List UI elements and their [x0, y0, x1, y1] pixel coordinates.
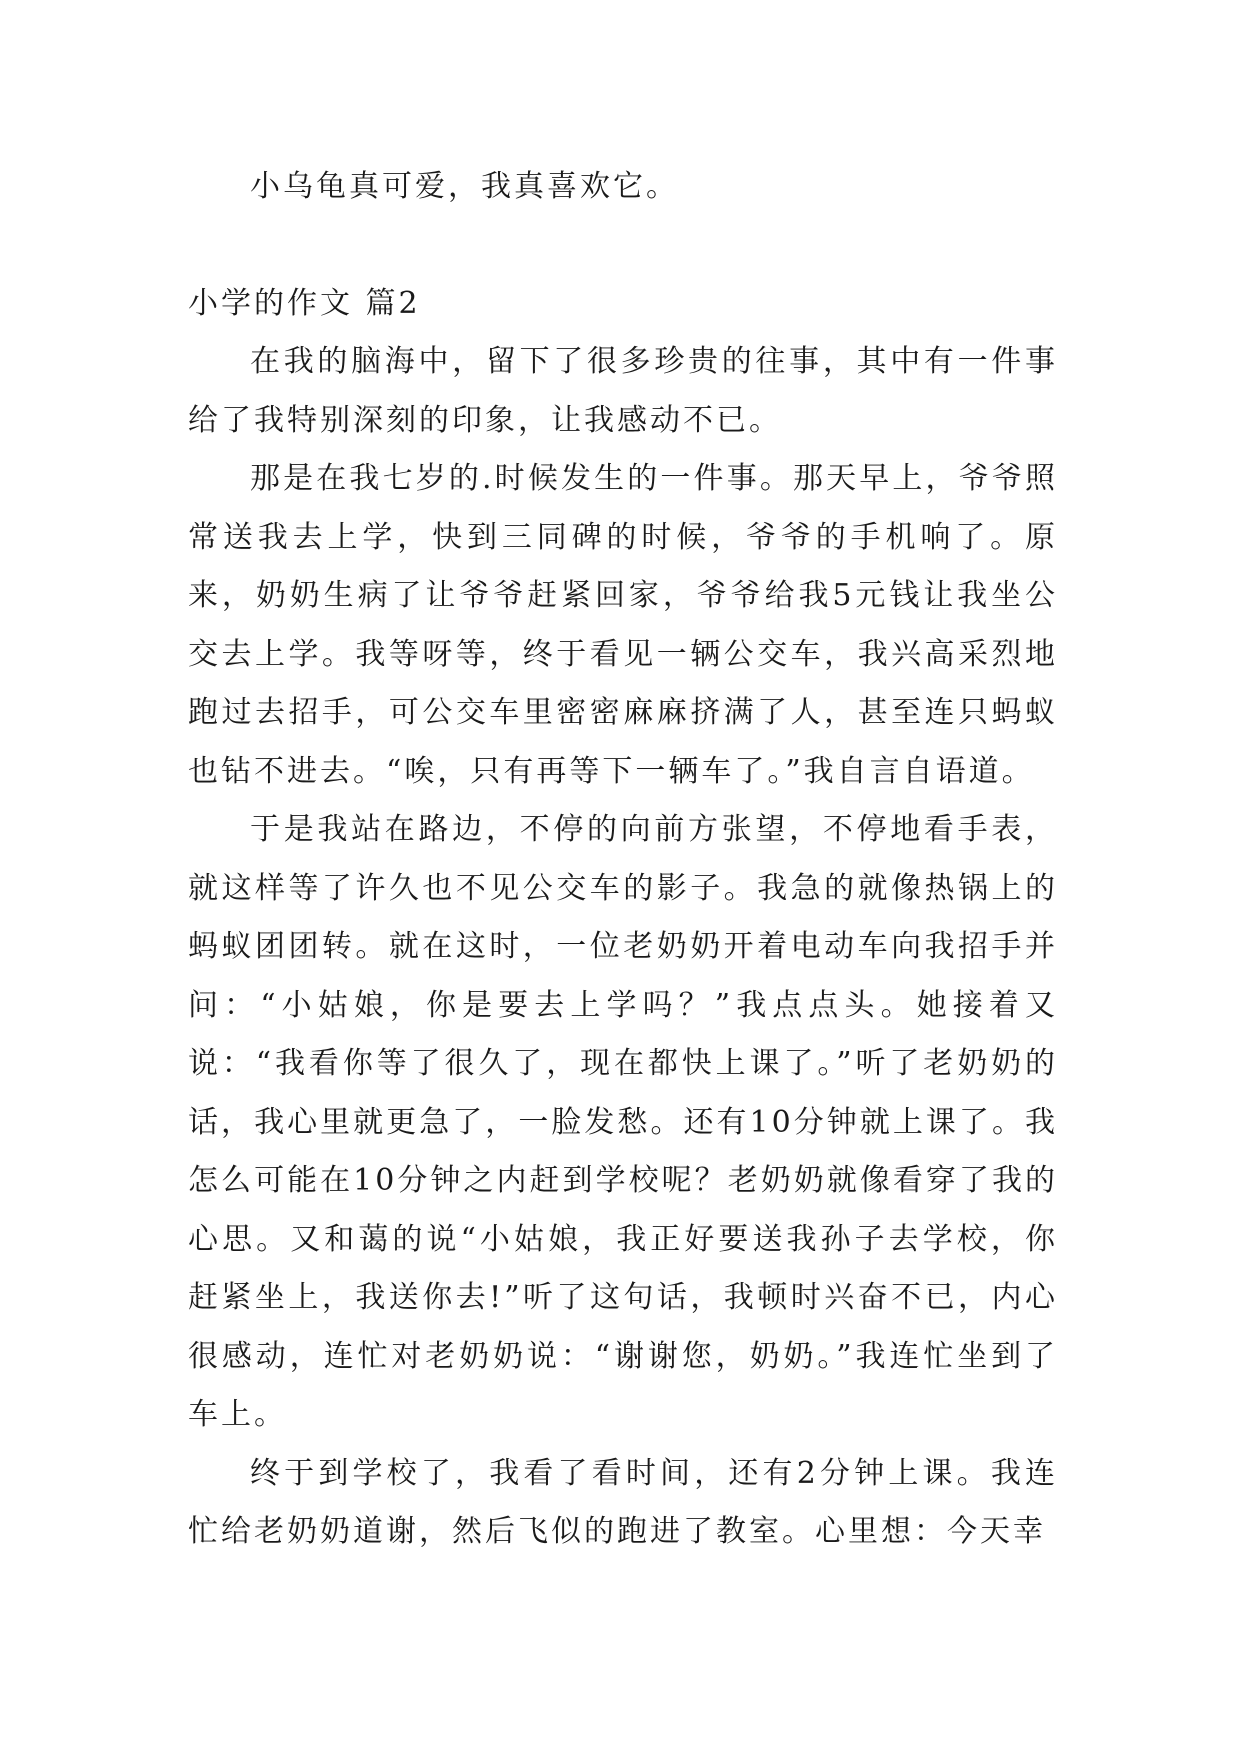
closing-paragraph: 小乌龟真可爱，我真喜欢它。 [250, 169, 679, 204]
paragraph-1: 在我的脑海中，留下了很多珍贵的往事，其中有一件事给了我特别深刻的印象，让我感动不已。 [188, 344, 1058, 438]
paragraph-3: 于是我站在路边，不停的向前方张望，不停地看手表，就这样等了许久也不见公交车的影子。我急的就像热锅上的蚂蚁团团转。就在这时，一位老奶奶开着电动车向我招手并问：“小姑娘，你是要去上学吗？”我点点头。她接着又说：“我看你等了很久了，现在都快上课了。”听了老奶奶的话，我心里就更急了，一脸发愁。还有10分钟就上课了。我怎么可能在10分钟之内赶到学校呢？老奶奶就像看穿了我的心思。又和蔼的说“小姑娘，我正好要送我孙子去学校，你赶紧坐上，我送你去!”听了这句话，我顿时兴奋不已，内心很感动，连忙对老奶奶说：“谢谢您，奶奶。”我连忙坐到了车上。 [188, 812, 1058, 1432]
paragraph-2: 那是在我七岁的.时候发生的一件事。那天早上，爷爷照常送我去上学，快到三同碑的时候，爷爷的手机响了。原来，奶奶生病了让爷爷赶紧回家，爷爷给我5元钱让我坐公交去上学。我等呀等，终于看见一辆公交车，我兴高采烈地跑过去招手，可公交车里密密麻麻挤满了人，甚至连只蚂蚁也钻不进去。“唉，只有再等下一辆车了。”我自言自语道。 [188, 461, 1058, 789]
section-heading: 小学的作文 篇2 [188, 285, 421, 321]
paragraph-4: 终于到学校了，我看了看时间，还有2分钟上课。我连忙给老奶奶道谢，然后飞似的跑进了教室。心里想：今天幸 [188, 1455, 1058, 1549]
section-gap [188, 217, 1058, 275]
essay-page [188, 158, 1058, 1562]
